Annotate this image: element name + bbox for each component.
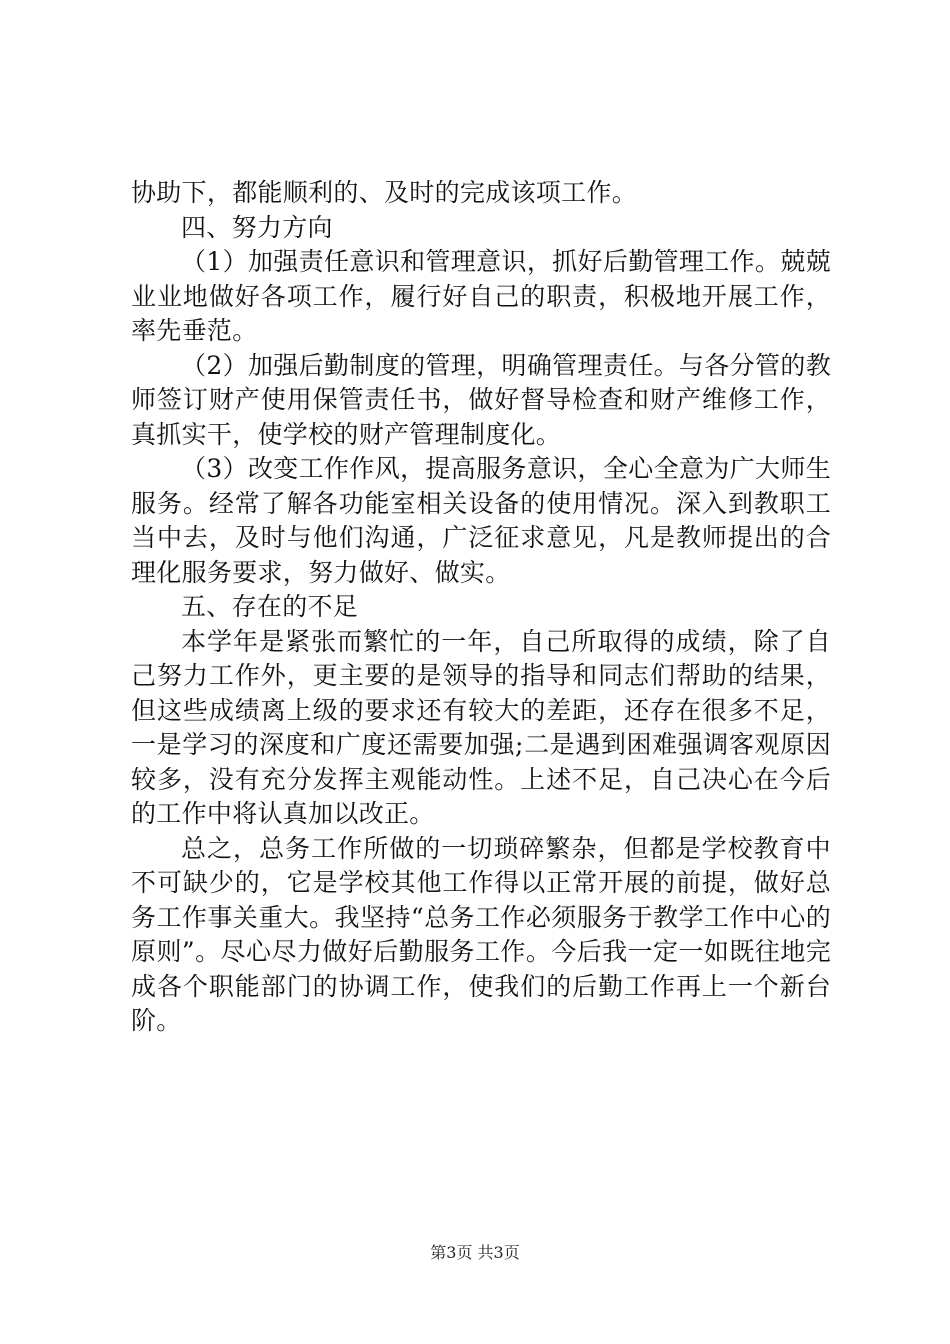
paragraph-shortcomings: 本学年是紧张而繁忙的一年，自己所取得的成绩，除了自己努力工作外，更主要的是领导的指导和同志们帮助的结果，但这些成绩离上级的要求还有较大的差距，还存在很多不足，一是学习的深度和广度还需要加强;二是遇到困难强调客观原因较多，没有充分发挥主观能动性。上述不足，自己决心在今后的工作中将认真加以改正。 — [131, 626, 831, 828]
paragraph-conclusion: 总之，总务工作所做的一切琐碎繁杂，但都是学校教育中不可缺少的，它是学校其他工作得以正常开展的前提，做好总务工作事关重大。我坚持“总务工作必须服务于教学工作中心的原则”。尽心尽力做好后勤服务工作。今后我一定一如既往地完成各个职能部门的协调工作，使我们的后勤工作再上一个新台阶。 — [131, 833, 831, 1035]
section-heading-direction: 四、努力方向 — [181, 212, 333, 242]
page-number-label: 第3页 共3页 — [430, 1243, 520, 1262]
page-footer — [0, 1243, 950, 1263]
paragraph-item-1: （1）加强责任意识和管理意识，抓好后勤管理工作。兢兢业业地做好各项工作，履行好自己的职责，积极地开展工作，率先垂范。 — [131, 247, 831, 345]
document-body — [131, 176, 831, 1039]
paragraph-item-2: （2）加强后勤制度的管理，明确管理责任。与各分管的教师签订财产使用保管责任书，做好督导检查和财产维修工作，真抓实干，使学校的财产管理制度化。 — [131, 350, 831, 449]
paragraph-item-3: （3）改变工作作风，提高服务意识，全心全意为广大师生服务。经常了解各功能室相关设备的使用情况。深入到教职工当中去，及时与他们沟通，广泛征求意见，凡是教师提出的合理化服务要求，努力做好、做实。 — [131, 454, 831, 587]
paragraph-continuation: 协助下，都能顺利的、及时的完成该项工作。 — [131, 178, 638, 207]
section-heading-shortcomings: 五、存在的不足 — [181, 592, 359, 621]
